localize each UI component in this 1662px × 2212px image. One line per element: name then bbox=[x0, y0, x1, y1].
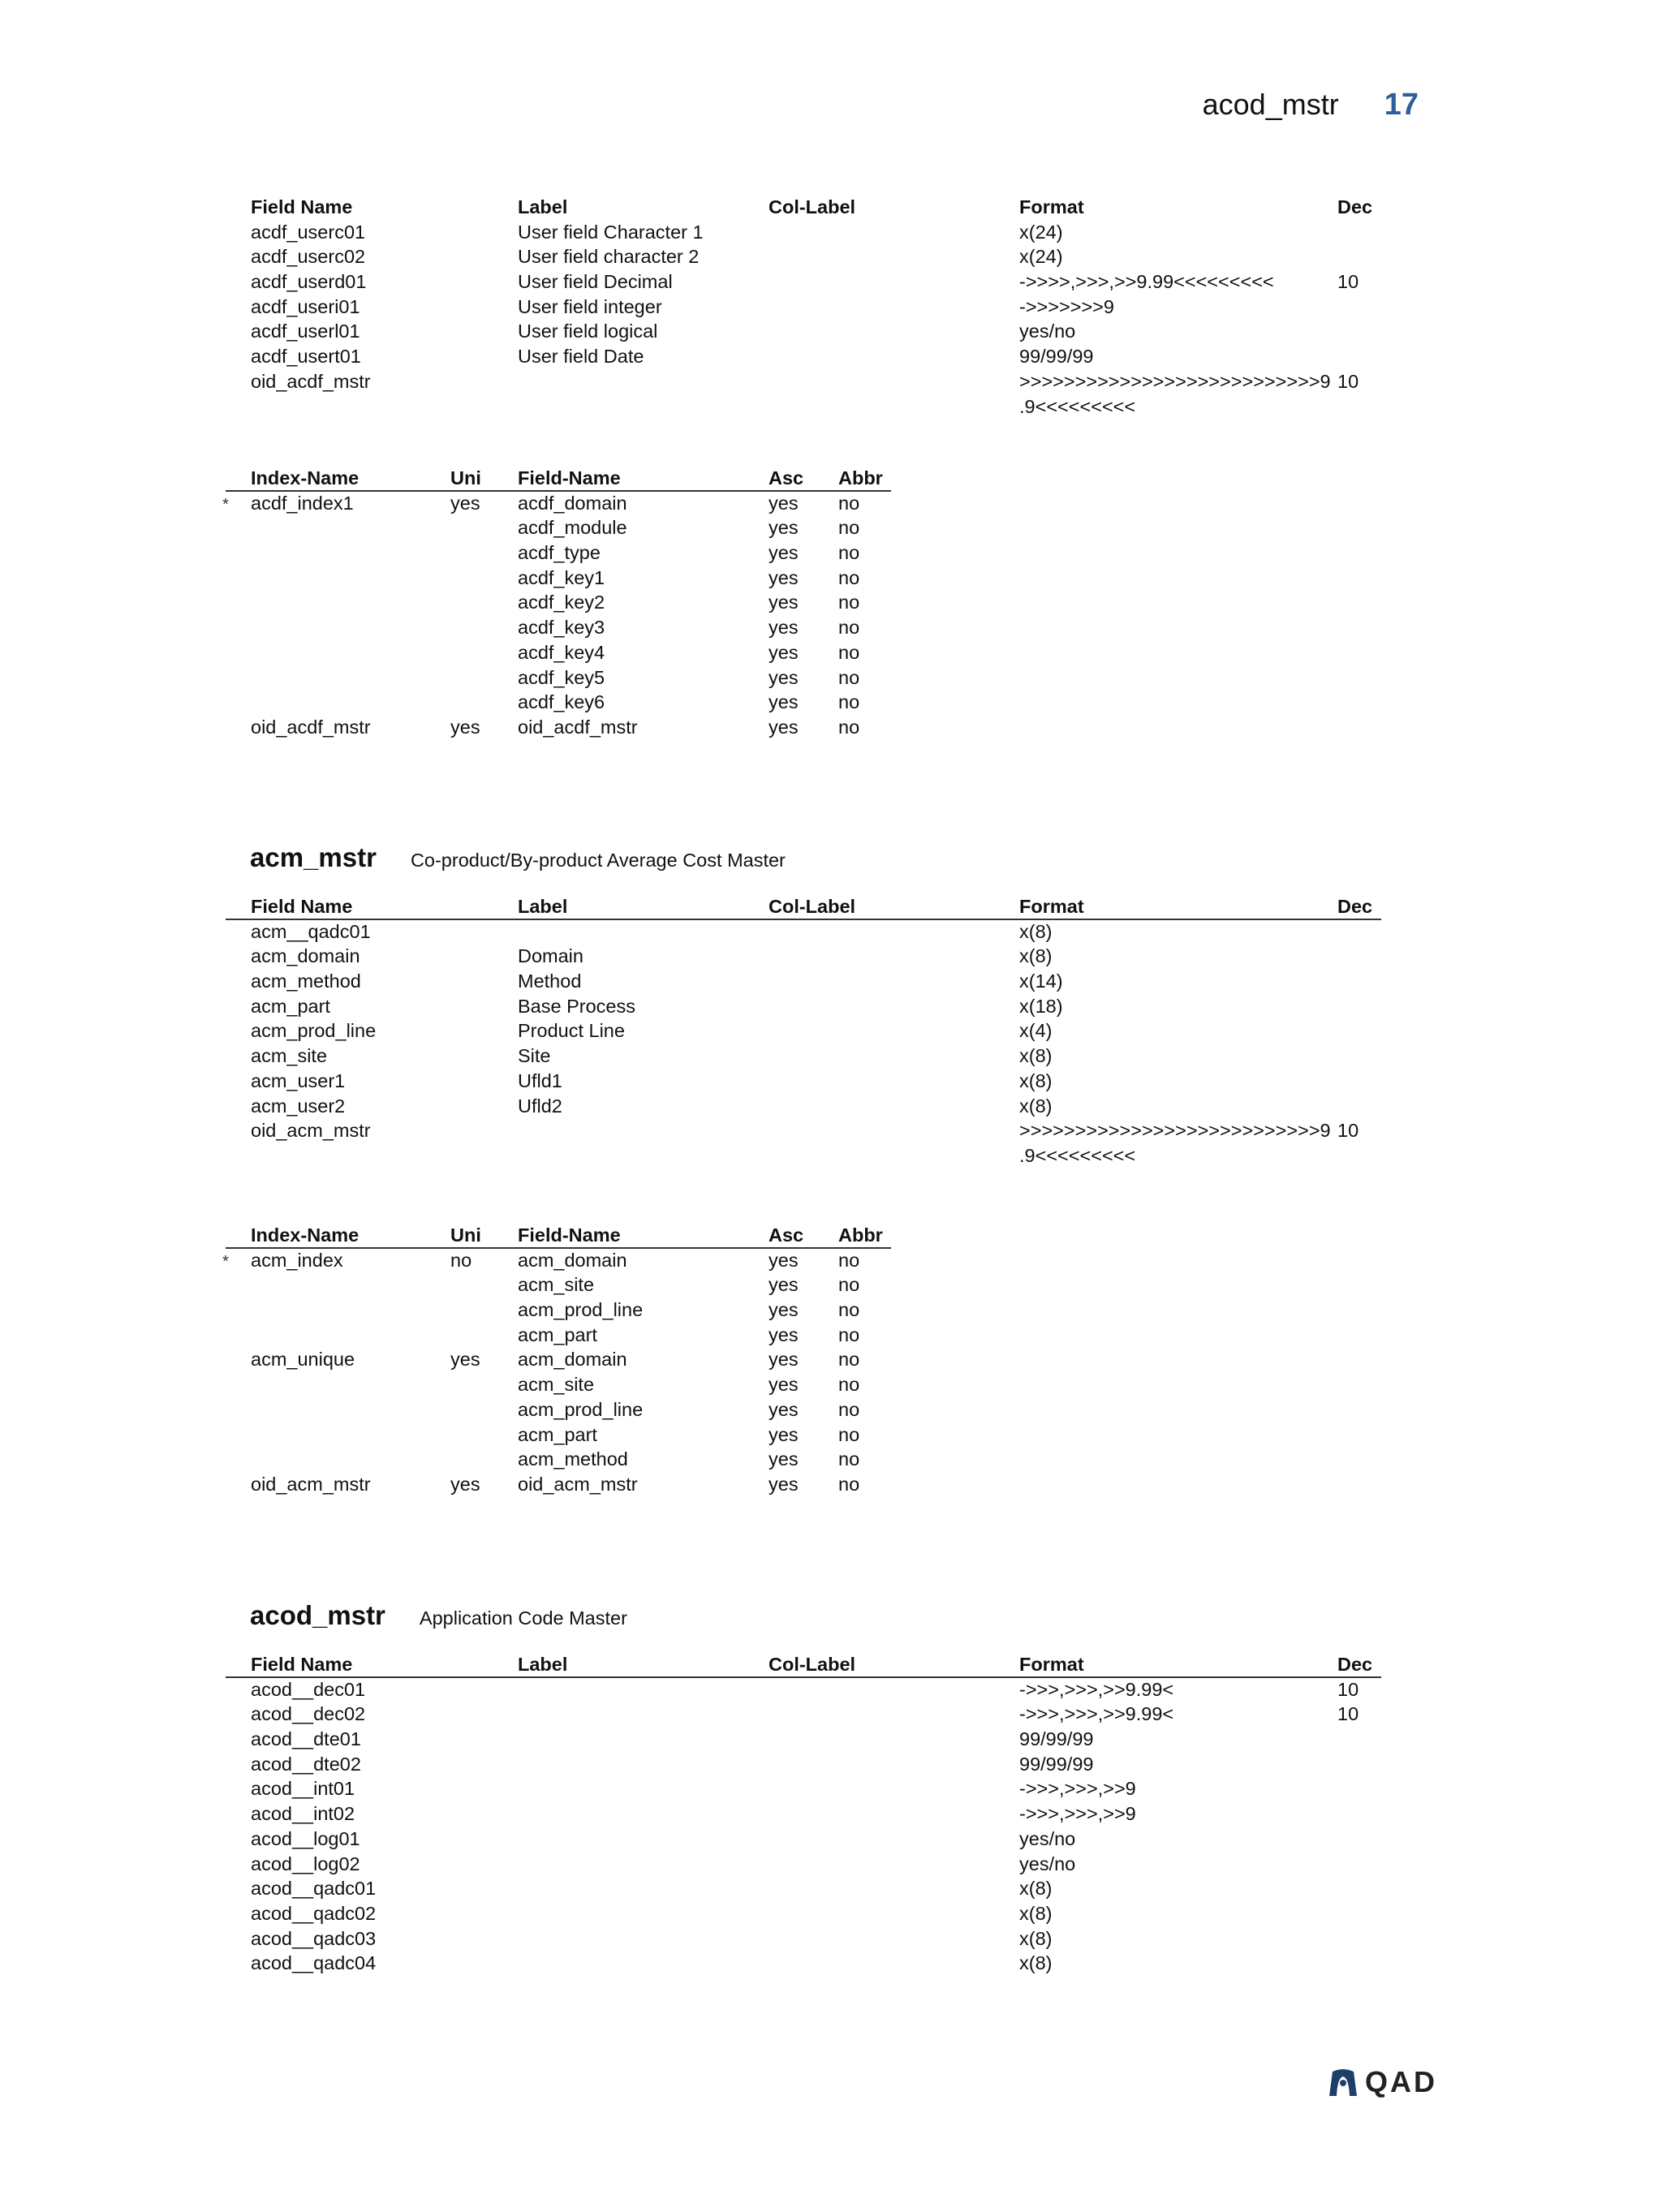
field-label: User field Character 1 bbox=[518, 221, 704, 243]
index-field-name: acdf_key2 bbox=[518, 592, 605, 613]
field-format: x(8) bbox=[1019, 1045, 1053, 1067]
field-name: acod__int01 bbox=[251, 1778, 355, 1800]
table-row bbox=[226, 1272, 891, 1298]
header-label: Label bbox=[518, 196, 568, 217]
table-row bbox=[226, 1118, 1381, 1166]
field-name: acod__dec01 bbox=[251, 1678, 366, 1700]
table-row bbox=[226, 1044, 1381, 1069]
primary-index-marker: * bbox=[222, 495, 229, 514]
index-ascending: yes bbox=[769, 716, 799, 738]
index-name: acm_unique bbox=[251, 1349, 355, 1371]
field-format: x(18) bbox=[1019, 995, 1063, 1017]
section-title-acm bbox=[250, 842, 786, 873]
field-label: User field Decimal bbox=[518, 271, 673, 293]
header-label: Label bbox=[518, 1654, 568, 1675]
index-ascending: yes bbox=[769, 1374, 799, 1396]
table-row bbox=[226, 1323, 891, 1348]
table-row bbox=[226, 1951, 1381, 1976]
table-row bbox=[226, 1447, 891, 1472]
index-field-name: acm_method bbox=[518, 1448, 628, 1470]
table-row bbox=[226, 665, 891, 691]
field-format: x(8) bbox=[1019, 1878, 1053, 1900]
index-ascending: yes bbox=[769, 517, 799, 539]
table-header-row bbox=[226, 1223, 891, 1248]
index-abbreviated: no bbox=[838, 716, 860, 738]
field-format: 99/99/99 bbox=[1019, 1753, 1094, 1775]
field-label: User field Date bbox=[518, 346, 644, 368]
table-row bbox=[226, 1677, 1381, 1702]
field-name: acm_user2 bbox=[251, 1095, 346, 1117]
index-ascending: yes bbox=[769, 617, 799, 639]
header-col-label: Col-Label bbox=[769, 1654, 856, 1675]
table-row bbox=[226, 994, 1381, 1019]
field-name: acdf_userc01 bbox=[251, 221, 366, 243]
field-dec: 10 bbox=[1337, 1678, 1359, 1700]
field-name: acod__int02 bbox=[251, 1803, 355, 1825]
field-format: x(8) bbox=[1019, 1069, 1053, 1091]
field-name: acdf_userd01 bbox=[251, 271, 367, 293]
field-format: ->>>,>>>,>>9 bbox=[1019, 1778, 1136, 1800]
table-row bbox=[226, 1422, 891, 1448]
index-field-name: acdf_module bbox=[518, 517, 627, 539]
field-dec: 10 bbox=[1337, 370, 1359, 392]
header-field-name: Field-Name bbox=[518, 1224, 621, 1246]
index-ascending: yes bbox=[769, 1423, 799, 1445]
field-name: acdf_userl01 bbox=[251, 321, 360, 342]
table-row bbox=[226, 690, 891, 715]
table-row bbox=[226, 295, 1381, 320]
index-ascending: yes bbox=[769, 1398, 799, 1420]
field-name: acm__qadc01 bbox=[251, 920, 371, 942]
index-abbreviated: no bbox=[838, 1349, 860, 1371]
table-row bbox=[226, 344, 1381, 369]
table-row bbox=[226, 1876, 1381, 1901]
field-format: yes/no bbox=[1019, 321, 1076, 342]
index-ascending: yes bbox=[769, 592, 799, 613]
table-row bbox=[226, 1018, 1381, 1044]
index-abbreviated: no bbox=[838, 691, 860, 713]
index-abbreviated: no bbox=[838, 1323, 860, 1345]
table-row bbox=[226, 269, 1381, 295]
table-row bbox=[226, 1094, 1381, 1119]
table-description: Co-product/By-product Average Cost Master bbox=[410, 850, 786, 871]
table-description: Application Code Master bbox=[419, 1607, 627, 1629]
index-unique: no bbox=[450, 1249, 472, 1271]
index-field-name: acm_part bbox=[518, 1323, 597, 1345]
table-row bbox=[222, 1248, 891, 1273]
field-format: yes/no bbox=[1019, 1827, 1076, 1849]
index-ascending: yes bbox=[769, 666, 799, 688]
row-spacer bbox=[226, 394, 1381, 420]
field-name: oid_acm_mstr bbox=[251, 1120, 371, 1142]
table-row bbox=[226, 1702, 1381, 1727]
table-row bbox=[226, 1372, 891, 1397]
section-title-acod bbox=[250, 1600, 627, 1631]
field-label: Base Process bbox=[518, 995, 635, 1017]
table-row bbox=[226, 244, 1381, 269]
index-abbreviated: no bbox=[838, 1448, 860, 1470]
field-format: x(4) bbox=[1019, 1020, 1053, 1042]
field-format: x(8) bbox=[1019, 1927, 1053, 1949]
index-field-name: acdf_domain bbox=[518, 492, 627, 514]
index-ascending: yes bbox=[769, 1323, 799, 1345]
index-abbreviated: no bbox=[838, 1274, 860, 1296]
field-format: x(8) bbox=[1019, 1952, 1053, 1974]
field-name: acod__dte01 bbox=[251, 1728, 361, 1750]
field-name: acod__qadc04 bbox=[251, 1952, 377, 1974]
header-col-label: Col-Label bbox=[769, 196, 856, 217]
logo-text: QAD bbox=[1365, 2065, 1437, 2098]
header-uni: Uni bbox=[450, 1224, 481, 1246]
field-label: Site bbox=[518, 1045, 551, 1067]
index-abbreviated: no bbox=[838, 517, 860, 539]
acod-field-table bbox=[226, 1652, 1381, 1976]
field-format: x(8) bbox=[1019, 920, 1053, 942]
header-field-name: Field Name bbox=[251, 196, 353, 217]
field-name: acod__qadc02 bbox=[251, 1902, 377, 1924]
index-abbreviated: no bbox=[838, 592, 860, 613]
index-abbreviated: no bbox=[838, 1423, 860, 1445]
table-row bbox=[226, 590, 891, 615]
page-number: 17 bbox=[1384, 88, 1419, 122]
field-format: ->>>,>>>,>>9.99< bbox=[1019, 1678, 1174, 1700]
index-field-name: acdf_key1 bbox=[518, 566, 605, 588]
acdf-field-table bbox=[226, 195, 1381, 419]
index-abbreviated: no bbox=[838, 641, 860, 663]
field-format: ->>>>,>>>,>>9.99<<<<<<<<< bbox=[1019, 271, 1274, 293]
header-asc: Asc bbox=[769, 1224, 804, 1246]
index-abbreviated: no bbox=[838, 492, 860, 514]
field-dec: 10 bbox=[1337, 271, 1359, 293]
field-label: Method bbox=[518, 970, 582, 992]
table-row bbox=[226, 1801, 1381, 1827]
index-field-name: acm_prod_line bbox=[518, 1299, 644, 1321]
index-field-name: acm_site bbox=[518, 1274, 595, 1296]
field-format: >>>>>>>>>>>>>>>>>>>>>>>>>>>9 bbox=[1019, 1120, 1331, 1142]
field-name: acod__dte02 bbox=[251, 1753, 361, 1775]
table-header-row bbox=[226, 466, 891, 491]
index-ascending: yes bbox=[769, 1274, 799, 1296]
index-name: oid_acm_mstr bbox=[251, 1473, 371, 1495]
qad-logo bbox=[1328, 2065, 1437, 2099]
table-row bbox=[226, 615, 891, 640]
index-ascending: yes bbox=[769, 691, 799, 713]
index-name: acdf_index1 bbox=[251, 492, 354, 514]
header-abbr: Abbr bbox=[838, 467, 883, 488]
field-name: acod__qadc03 bbox=[251, 1927, 377, 1949]
table-header-row bbox=[226, 894, 1381, 919]
table-row bbox=[226, 1926, 1381, 1952]
field-name: acdf_usert01 bbox=[251, 346, 361, 368]
index-abbreviated: no bbox=[838, 617, 860, 639]
table-row bbox=[226, 220, 1381, 245]
field-name: acod__log01 bbox=[251, 1827, 360, 1849]
index-field-name: oid_acm_mstr bbox=[518, 1473, 638, 1495]
table-row bbox=[226, 1827, 1381, 1852]
table-row bbox=[226, 515, 891, 540]
index-field-name: acm_part bbox=[518, 1423, 597, 1445]
table-row bbox=[226, 540, 891, 566]
field-name: acod__log02 bbox=[251, 1853, 360, 1874]
page-header bbox=[1203, 88, 1419, 123]
field-format: ->>>>>>>9 bbox=[1019, 295, 1114, 317]
field-name: acdf_userc02 bbox=[251, 246, 366, 268]
header-label: Label bbox=[518, 896, 568, 917]
index-name: acm_index bbox=[251, 1249, 343, 1271]
index-abbreviated: no bbox=[838, 1249, 860, 1271]
index-ascending: yes bbox=[769, 492, 799, 514]
table-name: acod_mstr bbox=[250, 1600, 385, 1630]
index-field-name: acdf_key6 bbox=[518, 691, 605, 713]
header-field-name: Field Name bbox=[251, 1654, 353, 1675]
index-ascending: yes bbox=[769, 1299, 799, 1321]
header-dec: Dec bbox=[1337, 1654, 1373, 1675]
table-row bbox=[226, 1298, 891, 1323]
index-abbreviated: no bbox=[838, 542, 860, 564]
primary-index-marker: * bbox=[222, 1252, 229, 1271]
index-field-name: acm_prod_line bbox=[518, 1398, 644, 1420]
index-ascending: yes bbox=[769, 1473, 799, 1495]
field-name: acm_site bbox=[251, 1045, 328, 1067]
table-row bbox=[226, 1397, 891, 1422]
index-field-name: acdf_key3 bbox=[518, 617, 605, 639]
index-ascending: yes bbox=[769, 542, 799, 564]
header-index-name: Index-Name bbox=[251, 1224, 360, 1246]
header-format: Format bbox=[1019, 1654, 1084, 1675]
table-row bbox=[222, 491, 891, 516]
table-row bbox=[226, 1727, 1381, 1752]
field-label: Ufld2 bbox=[518, 1095, 562, 1117]
field-format: x(8) bbox=[1019, 1095, 1053, 1117]
page-title: acod_mstr bbox=[1202, 88, 1339, 121]
index-field-name: acm_domain bbox=[518, 1249, 627, 1271]
table-row bbox=[226, 715, 891, 740]
field-format: 99/99/99 bbox=[1019, 1728, 1094, 1750]
acm-field-table bbox=[226, 894, 1381, 1168]
field-dec: 10 bbox=[1337, 1703, 1359, 1725]
field-label: Domain bbox=[518, 945, 583, 967]
field-format: 99/99/99 bbox=[1019, 346, 1094, 368]
table-row bbox=[226, 319, 1381, 344]
field-name: oid_acdf_mstr bbox=[251, 370, 371, 392]
table-row bbox=[226, 944, 1381, 969]
field-format: yes/no bbox=[1019, 1853, 1076, 1874]
field-label: User field integer bbox=[518, 295, 662, 317]
table-header-row bbox=[226, 1652, 1381, 1677]
field-format: >>>>>>>>>>>>>>>>>>>>>>>>>>>9 bbox=[1019, 370, 1331, 392]
header-asc: Asc bbox=[769, 467, 804, 488]
field-format: x(24) bbox=[1019, 246, 1063, 268]
header-abbr: Abbr bbox=[838, 1224, 883, 1246]
table-row bbox=[226, 369, 1381, 417]
field-format: x(8) bbox=[1019, 945, 1053, 967]
table-row bbox=[226, 1901, 1381, 1926]
field-format: ->>>,>>>,>>9.99< bbox=[1019, 1703, 1174, 1725]
index-field-name: oid_acdf_mstr bbox=[518, 716, 638, 738]
table-row bbox=[226, 1472, 891, 1497]
table-row bbox=[226, 969, 1381, 994]
field-name: acdf_useri01 bbox=[251, 295, 360, 317]
index-abbreviated: no bbox=[838, 1398, 860, 1420]
index-unique: yes bbox=[450, 1349, 480, 1371]
header-field-name: Field Name bbox=[251, 896, 353, 917]
header-field-name: Field-Name bbox=[518, 467, 621, 488]
header-format: Format bbox=[1019, 196, 1084, 217]
table-row bbox=[226, 1776, 1381, 1801]
header-uni: Uni bbox=[450, 467, 481, 488]
header-col-label: Col-Label bbox=[769, 896, 856, 917]
index-field-name: acdf_key5 bbox=[518, 666, 605, 688]
table-row bbox=[226, 1347, 891, 1372]
index-ascending: yes bbox=[769, 1349, 799, 1371]
qad-logo-icon bbox=[1328, 2067, 1358, 2098]
index-field-name: acdf_key4 bbox=[518, 641, 605, 663]
field-name: acm_part bbox=[251, 995, 330, 1017]
field-label: User field character 2 bbox=[518, 246, 700, 268]
header-dec: Dec bbox=[1337, 896, 1373, 917]
index-abbreviated: no bbox=[838, 1473, 860, 1495]
acm-index-table bbox=[222, 1223, 891, 1497]
index-ascending: yes bbox=[769, 1448, 799, 1470]
field-format-continued: .9<<<<<<<<< bbox=[1019, 395, 1136, 417]
field-name: acod__qadc01 bbox=[251, 1878, 377, 1900]
field-format: x(8) bbox=[1019, 1902, 1053, 1924]
table-header-row bbox=[226, 195, 1381, 220]
header-index-name: Index-Name bbox=[251, 467, 360, 488]
index-ascending: yes bbox=[769, 1249, 799, 1271]
table-row bbox=[226, 1069, 1381, 1094]
index-abbreviated: no bbox=[838, 1299, 860, 1321]
table-name: acm_mstr bbox=[250, 842, 377, 872]
index-unique: yes bbox=[450, 492, 480, 514]
field-label: Ufld1 bbox=[518, 1069, 562, 1091]
index-abbreviated: no bbox=[838, 1374, 860, 1396]
index-unique: yes bbox=[450, 716, 480, 738]
index-abbreviated: no bbox=[838, 666, 860, 688]
field-name: acm_user1 bbox=[251, 1069, 346, 1091]
field-format: x(24) bbox=[1019, 221, 1063, 243]
field-name: acm_domain bbox=[251, 945, 360, 967]
index-field-name: acdf_type bbox=[518, 542, 601, 564]
header-format: Format bbox=[1019, 896, 1084, 917]
index-field-name: acm_site bbox=[518, 1374, 595, 1396]
index-ascending: yes bbox=[769, 566, 799, 588]
field-label: User field logical bbox=[518, 321, 658, 342]
table-row bbox=[226, 640, 891, 665]
field-label: Product Line bbox=[518, 1020, 625, 1042]
field-name: acod__dec02 bbox=[251, 1703, 366, 1725]
index-abbreviated: no bbox=[838, 566, 860, 588]
field-format-continued: .9<<<<<<<<< bbox=[1019, 1144, 1136, 1166]
table-row bbox=[226, 1752, 1381, 1777]
table-row bbox=[226, 566, 891, 591]
index-name: oid_acdf_mstr bbox=[251, 716, 371, 738]
table-row bbox=[226, 1852, 1381, 1877]
field-dec: 10 bbox=[1337, 1120, 1359, 1142]
acdf-index-table bbox=[222, 466, 891, 740]
table-row bbox=[226, 919, 1381, 945]
index-field-name: acm_domain bbox=[518, 1349, 627, 1371]
field-name: acm_method bbox=[251, 970, 361, 992]
field-name: acm_prod_line bbox=[251, 1020, 377, 1042]
index-ascending: yes bbox=[769, 641, 799, 663]
header-dec: Dec bbox=[1337, 196, 1373, 217]
index-unique: yes bbox=[450, 1473, 480, 1495]
row-spacer bbox=[226, 1143, 1381, 1168]
field-format: ->>>,>>>,>>9 bbox=[1019, 1803, 1136, 1825]
field-format: x(14) bbox=[1019, 970, 1063, 992]
